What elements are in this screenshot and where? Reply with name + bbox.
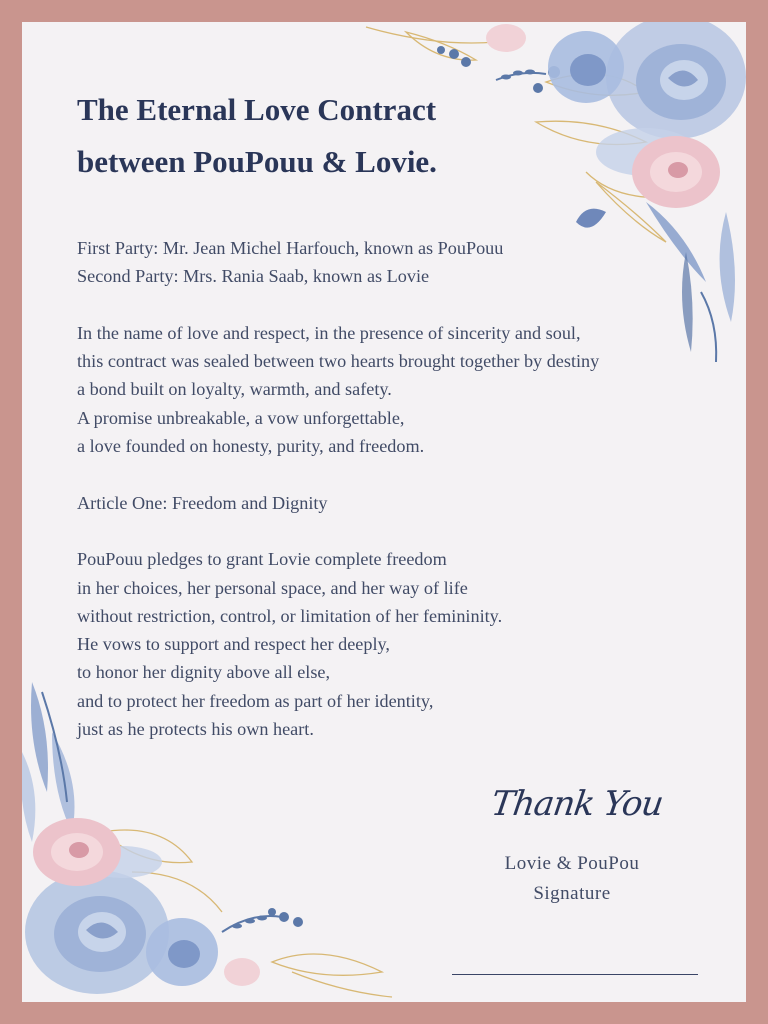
preamble-line: a love founded on honesty, purity, and freedom. <box>77 436 425 457</box>
title-line: The Eternal Love Contract <box>77 92 437 127</box>
preamble-line: a bond built on loyalty, warmth, and safety. <box>77 379 392 400</box>
preamble-line: A promise unbreakable, a vow unforgettable, <box>77 407 405 428</box>
blue-berry-sprig-icon <box>222 908 303 932</box>
contract-body <box>77 234 717 743</box>
first-party-line: First Party: Mr. Jean Michel Harfouch, known as PouPouu <box>77 238 504 258</box>
article-line: without restriction, control, or limitation of her femininity. <box>77 605 503 626</box>
article-heading <box>77 489 717 517</box>
preamble-line: In the name of love and respect, in the presence of sincerity and soul, <box>77 322 581 343</box>
contract-title <box>77 84 547 188</box>
signature-line <box>452 974 698 975</box>
parties-section <box>77 234 717 291</box>
second-party-line: Second Party: Mrs. Rania Saab, known as Lovie <box>77 266 430 287</box>
article-line: PouPouu pledges to grant Lovie complete freedom <box>77 549 447 570</box>
signature-label: Signature <box>533 883 611 904</box>
thank-you-script: Thank You <box>488 784 666 824</box>
article-line: to honor her dignity above all else, <box>77 662 331 683</box>
title-line: between PouPouu & Lovie. <box>77 144 437 179</box>
article-body <box>77 545 717 743</box>
article-line: He vows to support and respect her deeply, <box>77 634 390 655</box>
preamble-section <box>77 319 717 460</box>
article-line: in her choices, her personal space, and her way of life <box>77 577 468 598</box>
article-line: just as he protects his own heart. <box>77 719 314 740</box>
article-heading-text: Article One: Freedom and Dignity <box>77 492 328 513</box>
article-line: and to protect her freedom as part of her identity, <box>77 690 434 711</box>
contract-page <box>22 22 746 1002</box>
preamble-line: this contract was sealed between two hearts brought together by destiny <box>77 351 600 372</box>
signatory-names: Lovie & PouPou <box>504 853 640 874</box>
